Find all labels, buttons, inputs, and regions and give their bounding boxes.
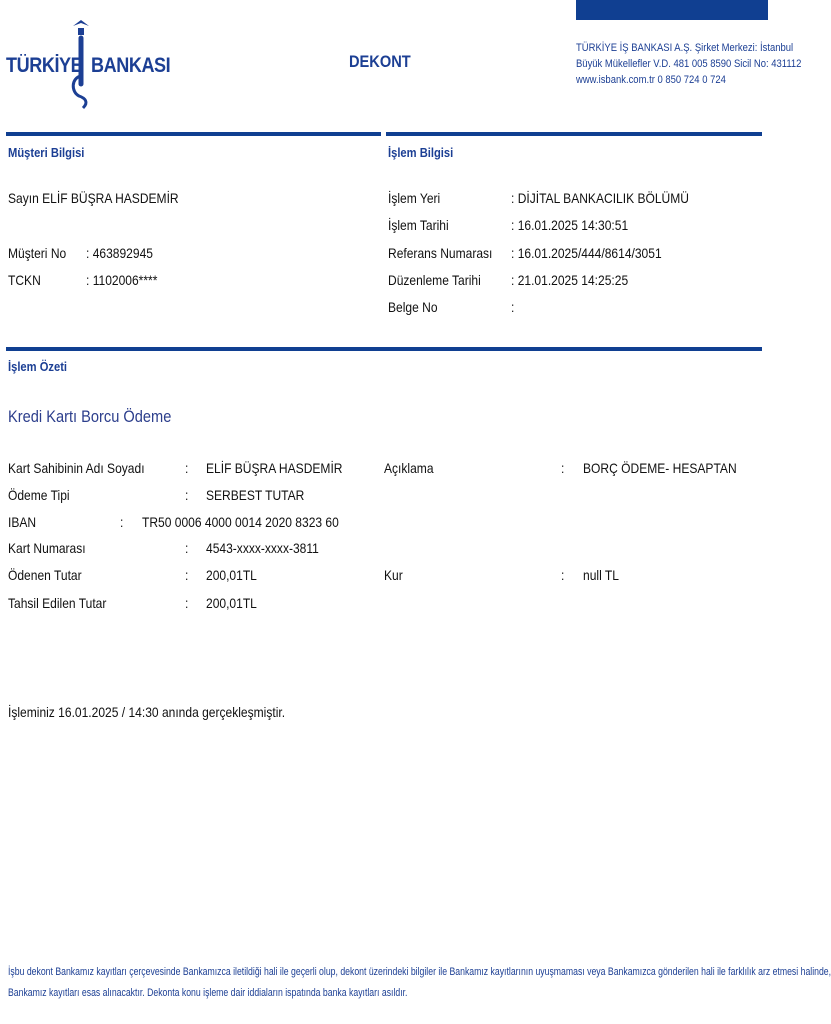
customer-greeting: Sayın ELİF BÜŞRA HASDEMİR <box>8 190 179 206</box>
customer-field-label: TCKN <box>8 272 41 288</box>
transaction-field-label: İşlem Tarihi <box>388 217 449 233</box>
footer-disclaimer-line: Bankamız kayıtları esas alınacaktır. Dekonta konu işleme dair iddiaların ispatında banka kayıtları asıldır. <box>8 987 408 999</box>
summary-colon: : <box>561 567 565 583</box>
summary-label: Açıklama <box>384 460 434 476</box>
summary-colon: : <box>185 567 189 583</box>
transaction-field-label: Belge No <box>388 299 438 315</box>
summary-label: Ödeme Tipi <box>8 487 70 503</box>
summary-label: Kur <box>384 567 403 583</box>
section-divider <box>6 132 381 136</box>
summary-value: ELİF BÜŞRA HASDEMİR <box>206 460 343 476</box>
summary-colon: : <box>185 487 189 503</box>
page-title: DEKONT <box>349 52 411 71</box>
customer-field-value: : 463892945 <box>86 245 153 261</box>
section-divider <box>386 132 762 136</box>
summary-colon: : <box>120 514 124 530</box>
logo-text-left: TÜRKİYE <box>6 54 83 77</box>
customer-field-value: : 1102006**** <box>86 272 158 288</box>
summary-colon: : <box>185 460 189 476</box>
summary-value: 4543-xxxx-xxxx-3811 <box>206 540 319 556</box>
summary-label: Ödenen Tutar <box>8 567 82 583</box>
summary-value: TR50 0006 4000 0014 2020 8323 60 <box>142 514 339 530</box>
transaction-field-value: : 21.01.2025 14:25:25 <box>511 272 629 288</box>
bank-info-line: Büyük Mükellefler V.D. 481 005 8590 Sicil No: 431112 <box>576 58 802 70</box>
summary-value: 200,01TL <box>206 567 257 583</box>
footer-disclaimer-line: İşbu dekont Bankamız kayıtları çerçevesinde Bankamızca iletildiği hali ile geçerli olup, dekont üzerindeki bilgiler ile Bankamız kayıtlarının uyuşmaması veya Bankamızca gönderilen hali ile farklılık arz etmesi halinde, <box>8 966 831 978</box>
summary-value: BORÇ ÖDEME- HESAPTAN <box>583 460 737 476</box>
summary-colon: : <box>185 595 189 611</box>
customer-field-label: Müşteri No <box>8 245 67 261</box>
isbank-logo <box>6 18 171 113</box>
summary-section-title: İşlem Özeti <box>8 359 68 374</box>
summary-colon: : <box>561 460 565 476</box>
logo-text-right: BANKASI <box>91 54 171 77</box>
summary-colon: : <box>185 540 189 556</box>
transaction-field-label: Referans Numarası <box>388 245 493 261</box>
section-divider <box>6 347 762 351</box>
bank-info-line: www.isbank.com.tr 0 850 724 0 724 <box>576 74 726 86</box>
transaction-field-value: : DİJİTAL BANKACILIK BÖLÜMÜ <box>511 190 689 206</box>
completion-note: İşleminiz 16.01.2025 / 14:30 anında gerçekleşmiştir. <box>8 704 286 720</box>
summary-label: IBAN <box>8 514 37 530</box>
header-color-band <box>576 0 768 20</box>
transaction-type-title: Kredi Kartı Borcu Ödeme <box>8 407 172 426</box>
summary-value: null TL <box>583 567 619 583</box>
bank-info-line: TÜRKİYE İŞ BANKASI A.Ş. Şirket Merkezi: İstanbul <box>576 42 794 54</box>
transaction-field-value: : <box>511 299 515 315</box>
transaction-field-value: : 16.01.2025 14:30:51 <box>511 217 629 233</box>
customer-section-title: Müşteri Bilgisi <box>8 145 85 160</box>
isbank-logo-mark-icon <box>69 18 93 110</box>
summary-label: Kart Sahibinin Adı Soyadı <box>8 460 145 476</box>
summary-value: 200,01TL <box>206 595 257 611</box>
summary-label: Kart Numarası <box>8 540 86 556</box>
transaction-section-title: İşlem Bilgisi <box>388 145 454 160</box>
summary-label: Tahsil Edilen Tutar <box>8 595 107 611</box>
transaction-field-value: : 16.01.2025/444/8614/3051 <box>511 245 662 261</box>
transaction-field-label: Düzenleme Tarihi <box>388 272 481 288</box>
transaction-field-label: İşlem Yeri <box>388 190 441 206</box>
summary-value: SERBEST TUTAR <box>206 487 305 503</box>
